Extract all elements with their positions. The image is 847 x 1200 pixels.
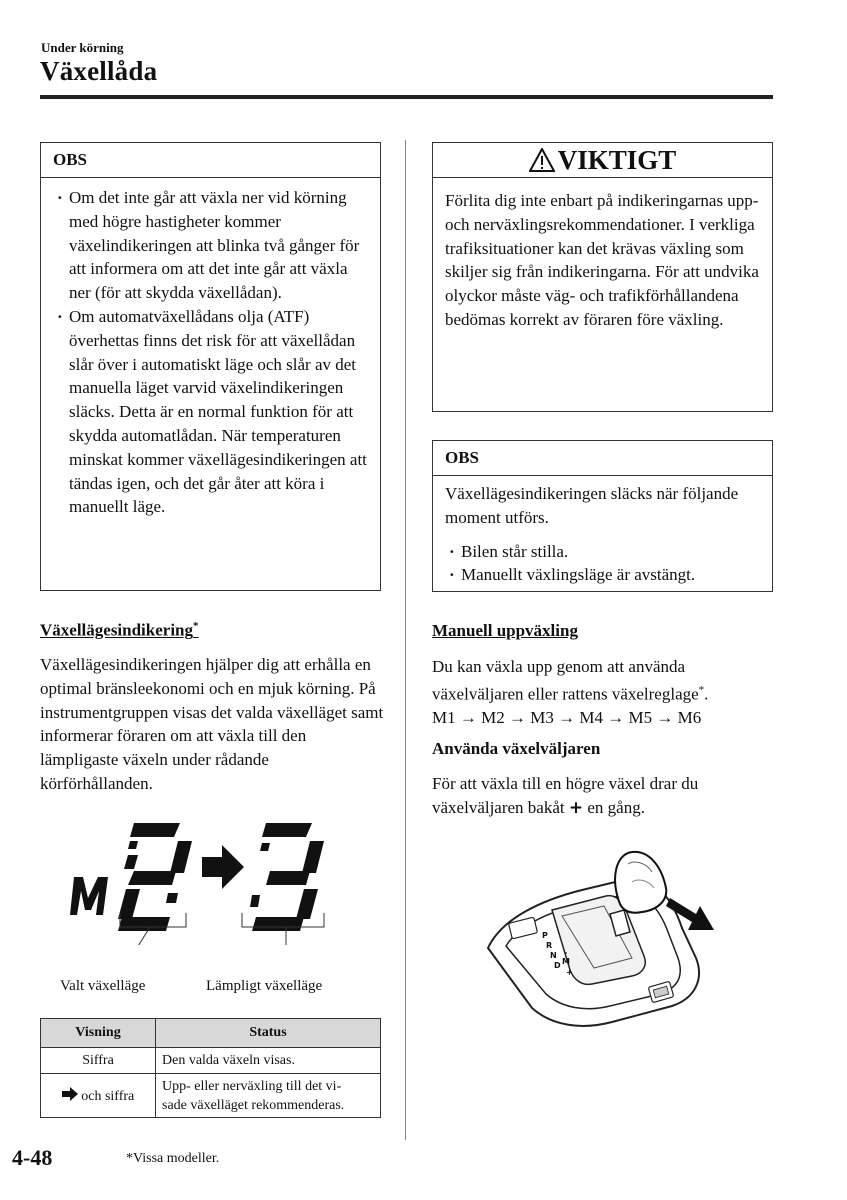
gate-letter: N (550, 951, 557, 960)
instruction-text: växelväljaren bakåt (432, 797, 565, 817)
gate-letter: - (564, 948, 568, 957)
caption-selected-gear: Valt växelläge (60, 978, 146, 994)
footnote: *Vissa modeller. (126, 1151, 220, 1166)
table-cell-line: Upp- eller nerväxling till det vi- (162, 1078, 342, 1094)
shift-arrow (202, 845, 244, 889)
asterisk: * (193, 620, 199, 632)
instruction-text: en gång. (587, 797, 645, 817)
page-number: 4-48 (12, 1145, 53, 1170)
manual-upshift-line-text: växelväljaren eller rattens växelreglage (432, 684, 699, 704)
gear-selector-illustration (482, 838, 722, 1038)
manual-upshift-line: Du kan växla upp genom att använda (432, 657, 686, 676)
viktigt-text: Förlita dig inte enbart på indikeringarnas upp- och nerväxlingsrekommendationer. I verkliga trafiksituationer kan det krävas växling som skiljer sig från indikeringarna. För att undvika olyckor måste väg- och trafikförhållandena bedömas korrekt av föraren före växling. (445, 191, 759, 329)
gear-display-illustration (60, 815, 350, 945)
gear-indication-heading-text: Växellägesindikering (40, 620, 194, 640)
current-gear-digit (118, 823, 192, 931)
warning-icon (529, 148, 555, 172)
obs-heading: OBS (433, 441, 772, 476)
gate-letter: + (566, 968, 573, 977)
obs-box-1 (40, 142, 381, 591)
period: . (704, 684, 709, 704)
obs-item: · Manuellt växlingsläge är avstängt. (445, 563, 760, 587)
section-label: Under körning (41, 40, 124, 55)
viktigt-heading-text: VIKTIGT (557, 145, 677, 175)
selector-subheading: Använda växelväljaren (432, 739, 601, 758)
gear-indication-heading (40, 620, 199, 641)
instruction-line-2 (432, 796, 777, 821)
gate-letter: P (542, 931, 548, 940)
plus-symbol: + (568, 797, 584, 818)
instruction-line: För att växla till en högre växel drar du (432, 774, 699, 793)
mode-letter-m (70, 877, 108, 915)
status-table (40, 1018, 381, 1118)
selector-instruction (432, 772, 777, 821)
obs-item: · Om automatväxellådans olja (ATF) överhettas finns det risk för att växellådan slår över i automatiskt läge och slår av det manuella läget varvid växelindikeringen släcks. Detta är en normal funktion för att skydda automatlådan. När temperaturen minskat kommer växellägesindikeringen att tändas igen, och det går åter att köra i manuellt läge. (53, 305, 368, 519)
gate-letter: M (562, 957, 570, 966)
manual-upshift-line-2 (432, 679, 777, 706)
caption-suggested-gear: Lämpligt växelläge (206, 978, 323, 994)
table-cell-text: och siffra (81, 1088, 135, 1104)
table-cell: Den valda växeln visas. (156, 1048, 381, 1074)
table-header-row (41, 1019, 381, 1048)
table-row (41, 1048, 381, 1074)
obs-item: · Bilen står stilla. (445, 540, 760, 564)
table-cell: Siffra (41, 1048, 156, 1074)
obs-item: · Om det inte går att växla ner vid körning med högre hastigheter kommer växelindikeringen att blinka två gånger för att informera om att det inte går att växla ner (för att skydda växellådan). (53, 186, 368, 305)
column-header: Status (156, 1019, 381, 1048)
manual-upshift-text (432, 655, 777, 730)
page-title: Växellåda (40, 56, 158, 86)
obs-box-2 (432, 440, 773, 592)
gear-sequence: M1 → M2 → M3 → M4 → M5 → M6 (432, 708, 702, 728)
table-cell-line: sade växelläget rekommenderas. (162, 1097, 345, 1113)
viktigt-heading (433, 143, 772, 178)
obs-heading: OBS (41, 143, 380, 178)
pull-arrow (666, 898, 714, 930)
gate-letter: R (546, 941, 553, 950)
gate-letter: D (554, 961, 561, 970)
arrow-icon (62, 1087, 78, 1101)
asterisk: * (698, 683, 705, 696)
viktigt-box (432, 142, 773, 412)
column-header: Visning (41, 1019, 156, 1048)
header-rule (40, 95, 773, 99)
table-row (41, 1074, 381, 1118)
gear-indication-text: Växellägesindikeringen hjälper dig att erhålla en optimal bränsleekonomi och en mjuk körning. På instrumentgruppen visas det valda växelläget samt informerar föraren om att växla till den lämpligaste växeln under rådande körförhållanden. (40, 655, 384, 793)
table-cell (41, 1074, 156, 1118)
table-cell (156, 1074, 381, 1118)
obs-intro: Växellägesindikeringen släcks när följande moment utförs. (445, 484, 739, 527)
manual-upshift-heading: Manuell uppväxling (432, 621, 578, 640)
column-divider (405, 140, 406, 1140)
suggested-gear-digit (250, 823, 324, 931)
